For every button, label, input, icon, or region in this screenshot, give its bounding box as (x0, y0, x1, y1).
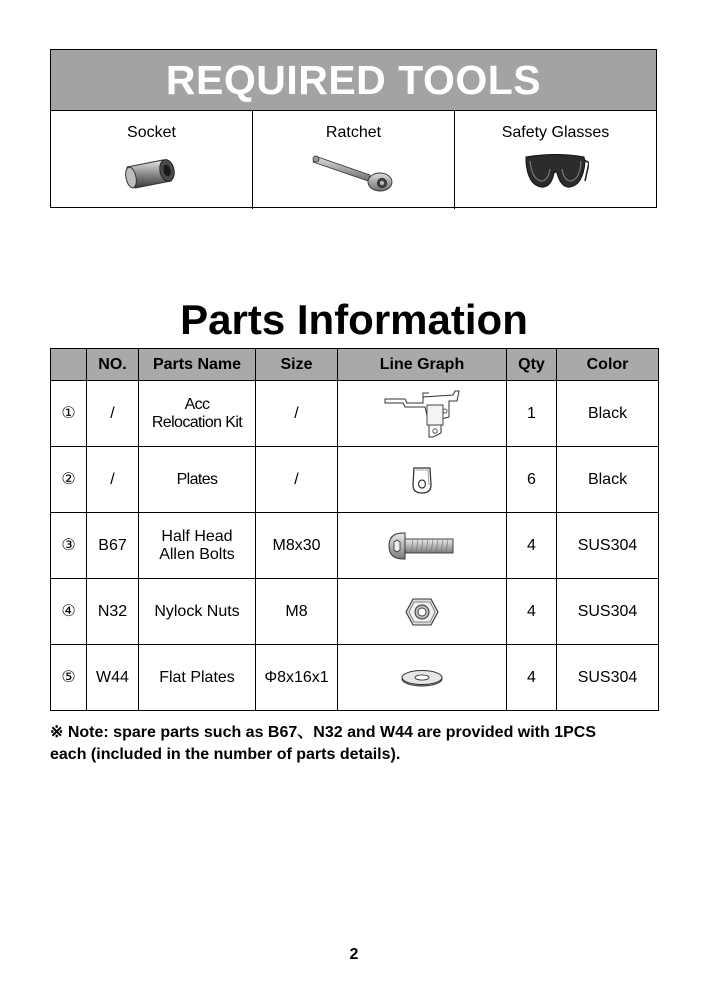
row-line-graph (338, 579, 507, 645)
row-color: SUS304 (557, 513, 659, 579)
row-line-graph (338, 381, 507, 447)
tool-name: Socket (127, 124, 176, 141)
plate-icon (410, 465, 434, 495)
socket-icon (123, 155, 181, 191)
tools-row (51, 111, 656, 209)
tool-name: Ratchet (325, 124, 382, 141)
row-color: Black (557, 447, 659, 513)
parts-name-line: Flat Plates (159, 668, 235, 686)
parts-table (50, 348, 659, 711)
header-color: Color (557, 349, 659, 381)
row-size: M8x30 (256, 513, 338, 579)
row-index: ② (51, 447, 87, 513)
row-no: / (87, 381, 139, 447)
header-size: Size (256, 349, 338, 381)
row-line-graph (338, 447, 507, 513)
row-size: / (256, 381, 338, 447)
row-parts-name (139, 645, 256, 711)
row-parts-name (139, 447, 256, 513)
row-size: / (256, 447, 338, 513)
tool-socket (51, 111, 253, 209)
parts-name-line: Acc (184, 395, 210, 413)
header-index (51, 349, 87, 381)
parts-name-line: Half Head (161, 527, 233, 545)
parts-title: Parts Information (180, 296, 528, 343)
parts-name-line: Relocation Kit (151, 413, 243, 431)
row-qty: 4 (507, 513, 557, 579)
table-row (51, 381, 659, 447)
table-row (51, 513, 659, 579)
row-index: ① (51, 381, 87, 447)
row-color: SUS304 (557, 579, 659, 645)
ratchet-icon (312, 151, 396, 195)
row-size: Φ8x16x1 (256, 645, 338, 711)
header-qty: Qty (507, 349, 557, 381)
row-no: / (87, 447, 139, 513)
table-row (51, 579, 659, 645)
table-row (51, 645, 659, 711)
parts-name-line: Plates (176, 470, 218, 488)
row-index: ⑤ (51, 645, 87, 711)
row-index: ③ (51, 513, 87, 579)
parts-name-line: Allen Bolts (159, 545, 235, 563)
parts-name-line: Nylock Nuts (154, 602, 240, 620)
row-size: M8 (256, 579, 338, 645)
safety-glasses-icon (523, 151, 589, 195)
page-number: 2 (349, 946, 359, 963)
row-qty: 1 (507, 381, 557, 447)
table-header-row (51, 349, 659, 381)
row-parts-name (139, 579, 256, 645)
tool-safety-glasses (455, 111, 656, 209)
required-tools-box (50, 49, 657, 208)
tool-ratchet (253, 111, 455, 209)
row-color: Black (557, 381, 659, 447)
row-line-graph (338, 513, 507, 579)
row-line-graph (338, 645, 507, 711)
header-parts-name: Parts Name (139, 349, 256, 381)
row-no: N32 (87, 579, 139, 645)
row-parts-name (139, 513, 256, 579)
required-tools-title: REQUIRED TOOLS (51, 50, 656, 111)
row-qty: 4 (507, 645, 557, 711)
row-color: SUS304 (557, 645, 659, 711)
tool-name: Safety Glasses (501, 124, 610, 141)
nut-icon (405, 597, 439, 627)
row-no: W44 (87, 645, 139, 711)
washer-icon (400, 668, 444, 688)
table-row (51, 447, 659, 513)
header-no: NO. (87, 349, 139, 381)
header-line-graph: Line Graph (338, 349, 507, 381)
row-qty: 6 (507, 447, 557, 513)
relocation-kit-icon (383, 387, 461, 441)
row-parts-name (139, 381, 256, 447)
bolt-icon (387, 530, 457, 562)
row-no: B67 (87, 513, 139, 579)
row-index: ④ (51, 579, 87, 645)
row-qty: 4 (507, 579, 557, 645)
note-line: ※ Note: spare parts such as B67、N32 and W44 are provided with 1PCS (50, 724, 597, 741)
note-line: each (included in the number of parts details). (50, 746, 401, 763)
spare-parts-note (50, 722, 660, 766)
